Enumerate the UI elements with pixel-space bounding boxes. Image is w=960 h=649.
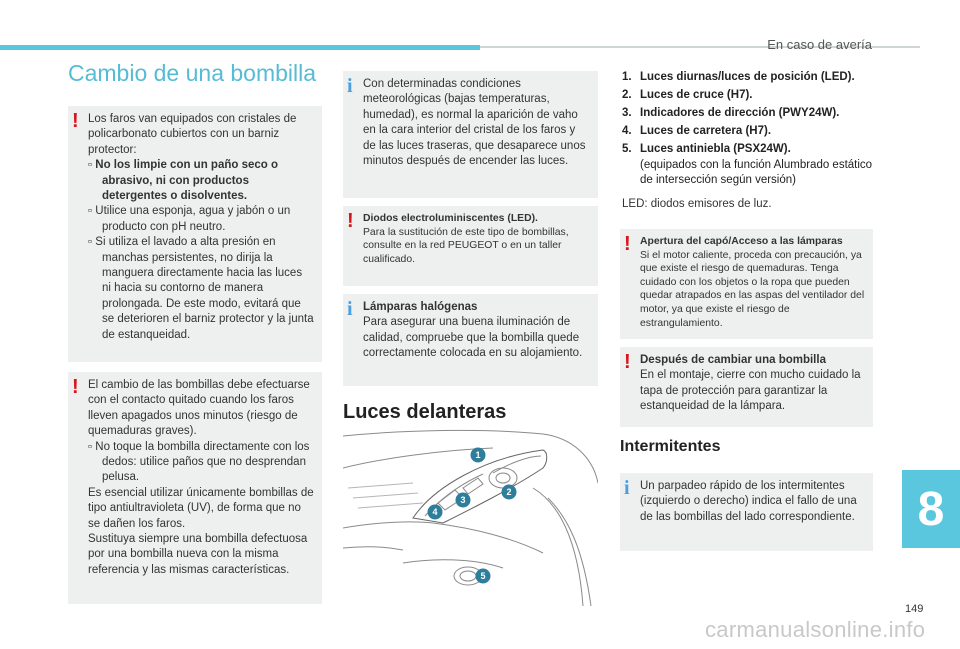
warning-icon: ! <box>72 110 79 132</box>
warning-icon: ! <box>624 233 631 255</box>
page-title: Cambio de una bombilla <box>68 60 317 86</box>
warning-box-hood <box>620 229 873 339</box>
callout-4 <box>428 505 443 520</box>
svg-text:1: 1 <box>475 450 481 460</box>
warning-title: Después de cambiar una bombilla <box>640 354 826 366</box>
header-accent-bar <box>0 45 480 50</box>
warning-text: En el montaje, cierre con mucho cuidado la tapa de protección para garantizar la estanqueidad de la lámpara. <box>640 369 861 413</box>
bullet-icon: ▫ <box>88 440 96 453</box>
list-item: 2. Luces de cruce (H7). <box>622 89 753 101</box>
list-item: 5. Luces antiniebla (PSX24W). <box>622 143 791 155</box>
watermark: carmanualsonline.info <box>705 617 926 642</box>
info-icon: i <box>624 477 630 499</box>
warning-paragraph: Sustituya siempre una bombilla defectuosa por una bombilla nueva con la misma referencia y las mismas características. <box>88 533 308 576</box>
warning-title: Diodos electroluminiscentes (LED). <box>363 213 538 224</box>
warning-text: Para la sustitución de este tipo de bombillas, consulte en la red PEUGEOT o en un taller cualificado. <box>363 226 569 265</box>
warning-box-after-change <box>620 347 873 427</box>
chapter-tab[interactable]: 8 <box>902 470 960 548</box>
info-box-turn-signals: i Un parpadeo rápido de los intermitentes (izquierdo o derecho) indica el fallo de una de las bombillas del lado correspondiente. <box>620 473 873 551</box>
bullet-item: ▫ No los limpie con un paño seco o abrasivo, ni con productos detergentes o disolventes. <box>88 159 279 203</box>
warning-box-bulb-change <box>68 372 322 604</box>
info-icon: i <box>347 75 353 97</box>
info-icon: i <box>347 298 353 320</box>
info-box-halogen <box>343 294 598 386</box>
callout-3 <box>456 493 471 508</box>
list-item: 4. Luces de carretera (H7). <box>622 125 772 137</box>
warning-box-led <box>343 206 598 286</box>
warning-paragraph: Es esencial utilizar únicamente bombillas de tipo antiultravioleta (UV), de forma que no se dañen los faros. <box>88 486 314 530</box>
info-title: Lámparas halógenas <box>363 301 478 313</box>
svg-text:5: 5 <box>480 571 486 581</box>
bullet-item: ▫ Utilice una esponja, agua y jabón o un producto con pH neutro. <box>88 205 291 233</box>
info-box-fogging: i Con determinadas condiciones meteorológicas (bajas temperaturas, humedad), es normal la aparición de vaho en la cara interior del cristal de los faros y de las luces traseras, que desaparece unos minutos después de encender las luces. <box>343 71 598 198</box>
warning-box-polycarbonate <box>68 106 322 362</box>
info-text: Para asegurar una buena iluminación de calidad, compruebe que la bombilla quede correctamente colocada en su alojamiento. <box>363 316 583 360</box>
svg-text:3: 3 <box>460 495 466 505</box>
section-title-front-lights: Luces delanteras <box>343 401 507 423</box>
svg-text:4: 4 <box>432 507 438 517</box>
page-number: 149 <box>905 603 924 615</box>
callout-5 <box>476 569 491 584</box>
bullet-icon: ▫ <box>88 205 96 218</box>
warning-intro: El cambio de las bombillas debe efectuarse con el contacto quitado cuando los faros lleven apagados unos minutos (riesgo de quemaduras graves). <box>88 379 310 438</box>
warning-intro: Los faros van equipados con cristales de policarbonato cubiertos con un barniz protector: <box>88 113 297 156</box>
callout-1 <box>471 448 486 463</box>
bullet-item: ▫ Si utiliza el lavado a alta presión en manchas persistentes, no dirija la manguera directamente hacia las luces ni hacia su contorno de manera prolongada. De este modo, evitará que se deterioren el barniz protector y la junta de estanqueidad. <box>88 236 314 341</box>
chapter-header: En caso de avería <box>767 37 872 52</box>
list-item: 3. Indicadores de dirección (PWY24W). <box>622 107 840 119</box>
bulb-list <box>622 68 882 188</box>
warning-icon: ! <box>347 210 354 232</box>
list-item-note: (equipados con la función Alumbrado estático de intersección según versión) <box>640 159 873 186</box>
warning-icon: ! <box>72 376 79 398</box>
warning-title: Apertura del capó/Acceso a las lámparas <box>640 236 843 247</box>
list-item: 1. Luces diurnas/luces de posición (LED). <box>622 71 855 83</box>
bullet-item: ▫ No toque la bombilla directamente con los dedos: utilice paños que no desprendan pelusa. <box>88 440 310 484</box>
led-note: LED: diodos emisores de luz. <box>622 198 772 210</box>
svg-text:2: 2 <box>506 487 512 497</box>
warning-text: Si el motor caliente, proceda con precaución, ya que existe el riesgo de quemaduras. Tenga cuidado con los objetos o la ropa que pueden quedar atrapados en las aspas del ventilador del motor, ya que existe el riesgo de estrangulamiento. <box>640 249 865 329</box>
headlight-diagram <box>343 428 598 606</box>
warning-icon: ! <box>624 351 631 373</box>
bullet-icon: ▫ <box>88 159 96 172</box>
bullet-icon: ▫ <box>88 236 96 249</box>
callout-2 <box>502 485 517 500</box>
section-title-turn-signals: Intermitentes <box>620 438 721 455</box>
